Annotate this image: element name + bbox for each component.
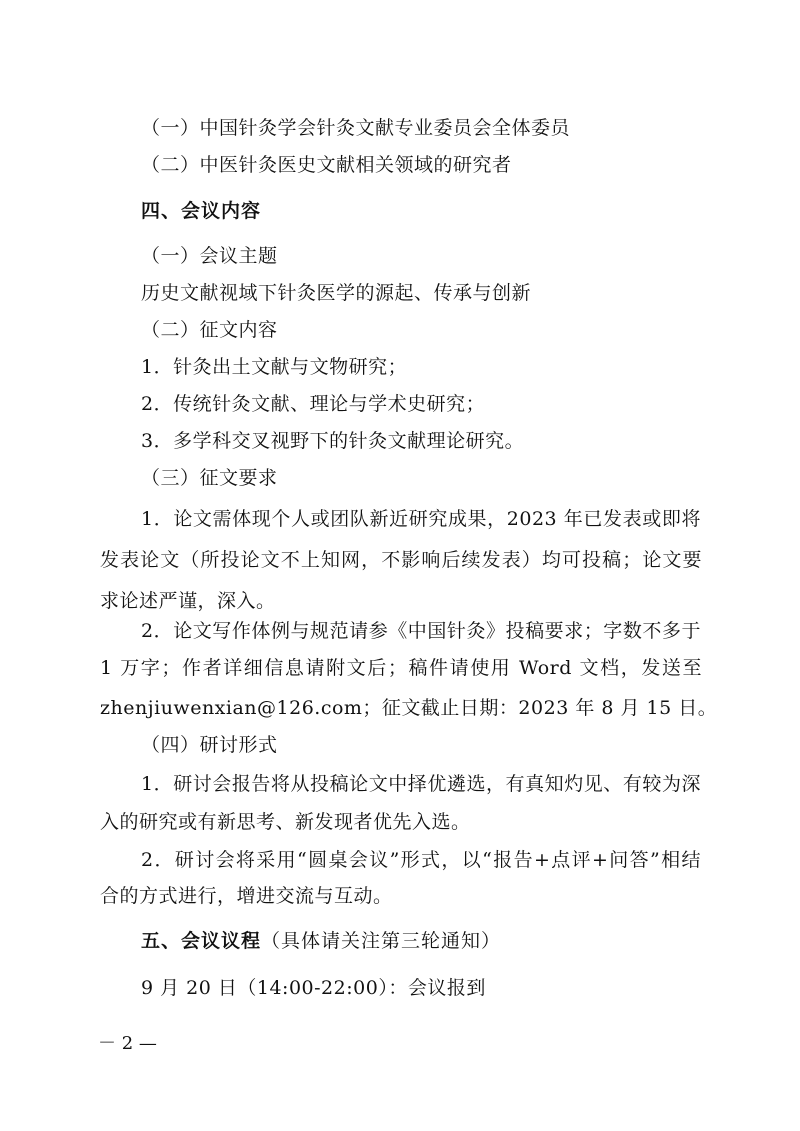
section-heading-5 — [141, 923, 743, 959]
format-1-line-1: 1．研讨会报告将从投稿论文中择优遴选，有真知灼见、有较为深 — [141, 773, 701, 795]
topics-heading: （二）征文内容 — [141, 319, 278, 341]
topic-item-1: 1．针灸出土文献与文物研究； — [141, 356, 408, 378]
requirement-1-line-1: 1．论文需体现个人或团队新近研究成果，2023 年已发表或即将 — [141, 508, 701, 530]
section-5-title: 五、会议议程 — [141, 930, 262, 952]
topic-item-3: 3．多学科交叉视野下的针灸文献理论研究。 — [141, 430, 525, 452]
participant-line-1: （一）中国针灸学会针灸文献专业委员会全体委员 — [141, 117, 571, 139]
requirement-1-line-2: 发表论文（所投论文不上知网，不影响后续发表）均可投稿；论文要 — [100, 549, 702, 571]
requirement-2-line-1: 2．论文写作体例与规范请参《中国针灸》投稿要求；字数不多于 — [141, 620, 701, 642]
requirement-2-line-3: zhenjiuwenxian@126.com；征文截止日期：2023 年 8 月 15 日。 — [100, 697, 718, 719]
section-5-subtitle: （具体请关注第三轮通知） — [261, 930, 502, 952]
section-heading-4: 四、会议内容 — [141, 200, 262, 222]
format-1-line-2: 入的研究或有新思考、新发现者优先入选。 — [100, 811, 471, 833]
theme-text: 历史文献视域下针灸医学的源起、传承与创新 — [141, 282, 532, 304]
topic-item-2: 2．传统针灸文献、理论与学术史研究； — [141, 393, 486, 415]
participant-line-2: （二）中医针灸医史文献相关领域的研究者 — [141, 154, 512, 176]
page-number: － 2 — — [98, 1033, 157, 1054]
theme-heading: （一）会议主题 — [141, 245, 278, 267]
format-2-line-1: 2．研讨会将采用“圆桌会议”形式，以“报告+点评+问答”相结 — [141, 849, 701, 871]
requirement-1-line-3: 求论述严谨，深入。 — [100, 590, 276, 612]
agenda-item-1: 9 月 20 日（14:00-22:00）：会议报到 — [141, 977, 486, 999]
format-2-line-2: 合的方式进行，增进交流与互动。 — [100, 885, 393, 907]
format-heading: （四）研讨形式 — [141, 734, 278, 756]
requirement-2-line-2: 1 万字；作者详细信息请附文后；稿件请使用 Word 文档，发送至 — [100, 657, 702, 679]
requirements-heading: （三）征文要求 — [141, 467, 278, 489]
